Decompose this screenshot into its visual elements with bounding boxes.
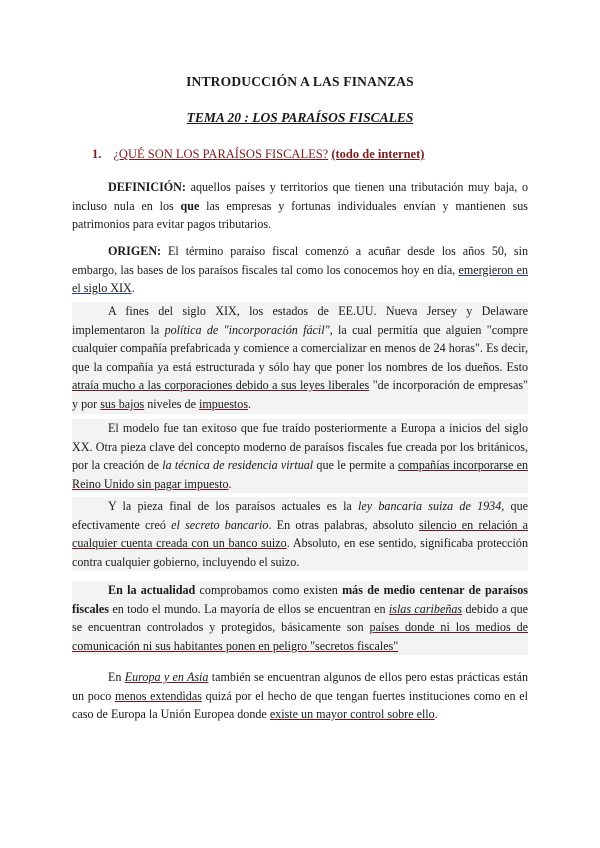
underlined-text: compañías incorporarse en Reino Unido sin pagar impuesto (72, 458, 528, 491)
text-run: en todo el mundo. La mayoría de ellos se encuentran en (108, 601, 389, 616)
text-run: El modelo fue tan exitoso que fue traído posteriormente a Europa a inicios del siglo XX. Otra pieza clave del concepto moderno de paraísos fiscales fue creada por los británicos, por la creación de (72, 421, 528, 473)
underlined-text: emergieron en el siglo XIX (72, 262, 528, 296)
text-bold-que: que (180, 198, 200, 213)
text-run: aquellos países y territorios que tienen una tributación muy baja, o incluso nula en los (72, 180, 528, 213)
underlined-text: impuestos (198, 396, 249, 411)
section-number: 1. (92, 147, 102, 161)
text-run: quizá por el hecho de que tengan fuertes instituciones como en el caso de Europa la Unión Europea donde (72, 688, 528, 722)
label-definicion: DEFINICIÓN: (108, 180, 186, 194)
text-run: , que efectivamente creó (72, 499, 528, 532)
topic-title: TEMA 20 : LOS PARAÍSOS FISCALES (186, 110, 414, 125)
label-origen: ORIGEN: (108, 244, 162, 258)
section-heading (92, 147, 424, 162)
text-run: niveles de (144, 396, 199, 411)
italic-text: el secreto bancario (171, 517, 269, 532)
underlined-text: Europa y en Asia (124, 670, 209, 684)
bold-text: más de medio centenar de paraísos fiscales (72, 583, 528, 616)
text-run: El término paraíso fiscal comenzó a acuñar desde los años 50, sin embargo, las bases de los paraísos fiscales tal como los conocemos hoy en día, (72, 244, 528, 277)
text-run: también se encuentran algunos de ellos pero estas prácticas están un poco (72, 670, 528, 703)
underlined-text: países donde ni los medios de comunicación ni sus habitantes ponen en peligro "secretos fiscales" (72, 620, 528, 653)
document-title: INTRODUCCIÓN A LAS FINANZAS (186, 74, 414, 89)
underlined-text: existe un mayor control sobre ello (269, 707, 435, 722)
text-run: . (434, 707, 438, 722)
text-run: A fines del siglo XIX, los estados de EE.UU. Nueva Jersey y Delaware implementaron la (72, 304, 528, 337)
text-run: "de incorporación de empresas" y por (72, 378, 528, 411)
text-run: , la cual permitía que alguien "compre cualquier compañía prefabricada y comience a comercializar en menos de 24 horas". Es decir, que la compañía ya está estructurada y sólo hay que poner los nombres de los dueños. Esto (72, 322, 528, 374)
paragraph-modelo-europa (72, 419, 528, 493)
text-run: . Absoluto, en ese sentido, significaba protección contra cualquier gobierno, incluyendo el suizo. (72, 536, 528, 569)
underlined-text: sus bajos (100, 396, 145, 411)
underlined-text: silencio en relación a cualquier cuenta creada con un banco suizo (72, 517, 528, 551)
paragraph-europa-asia (72, 668, 528, 724)
underlined-text: islas caribeñas (388, 601, 463, 616)
italic-text: política de "incorporación fácil" (164, 322, 330, 337)
italic-text: la técnica de residencia virtual (162, 458, 314, 473)
underlined-text: atraía mucho a las corporaciones debido a sus leyes liberales (72, 378, 370, 393)
text-run: En (108, 670, 125, 684)
text-run: . (248, 396, 252, 411)
text-run: . (228, 476, 232, 491)
paragraph-ley-suiza (72, 497, 528, 571)
paragraph-origen (72, 242, 528, 298)
text-run: debido a que se encuentran controlados y protegidos, básicamente son (72, 601, 528, 635)
text-run: que le permite a (313, 458, 398, 473)
section-source-note: (todo de internet) (331, 147, 425, 161)
text-run: . (131, 281, 135, 296)
text-run: las empresas y fortunas individuales envían y mantienen sus patrimonios para evitar pagos tributarios. (72, 198, 528, 232)
underlined-text: menos extendidas (114, 688, 202, 703)
label-actualidad: En la actualidad (108, 583, 196, 597)
text-run: Y la pieza final de los paraísos actuales es la (108, 499, 359, 513)
text-run: comprobamos como existen (195, 583, 343, 597)
text-run: . En otras palabras, absoluto (268, 517, 419, 532)
italic-text: ley bancaria suiza de 1934 (358, 499, 502, 513)
paragraph-historia-eeuu (72, 302, 528, 414)
section-question: ¿QUÉ SON LOS PARAÍSOS FISCALES? (113, 147, 329, 161)
paragraph-definicion (72, 178, 528, 234)
paragraph-actualidad (72, 581, 528, 655)
